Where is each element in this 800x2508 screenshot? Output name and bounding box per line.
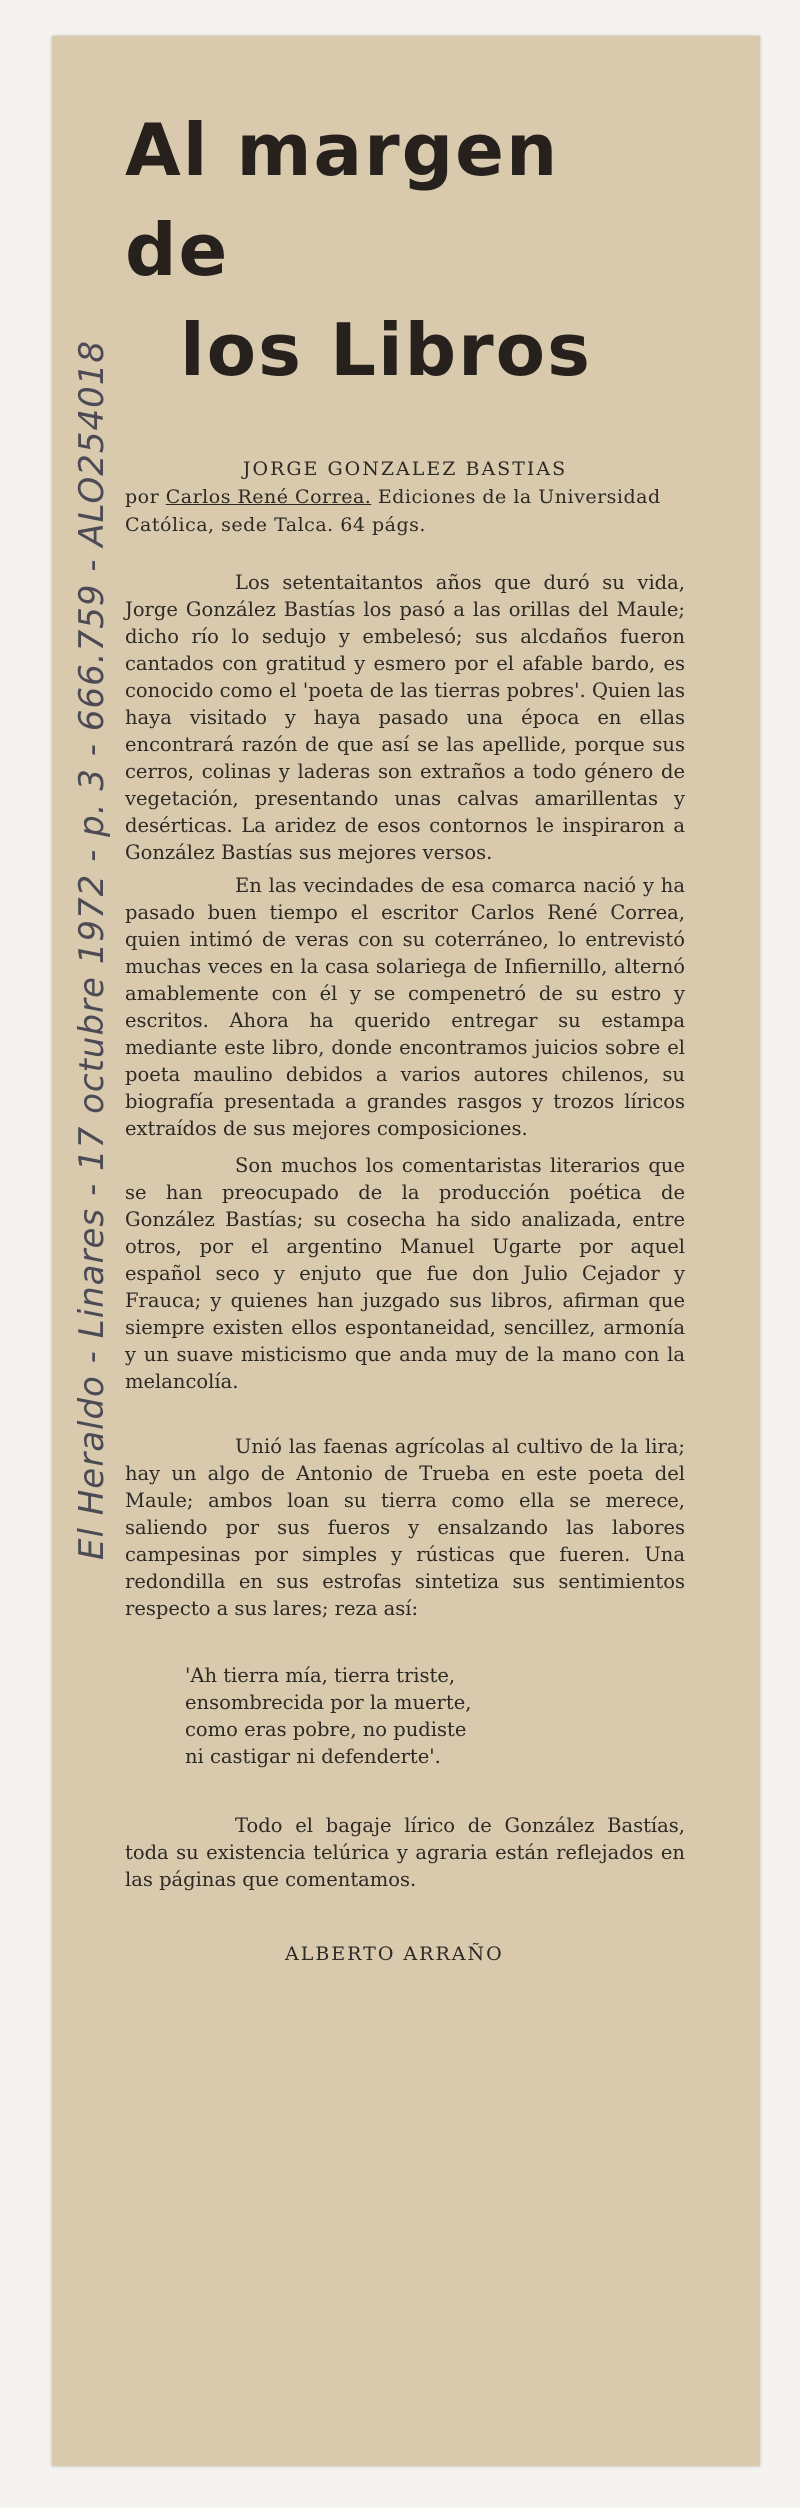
by-prefix: por: [125, 486, 160, 508]
article: [125, 100, 685, 1965]
verse: [185, 1662, 685, 1770]
verse-line: ensombrecida por la muerte,: [185, 1691, 472, 1714]
book-publisher: Ediciones de la Universidad Católica, sede Talca. 64 págs.: [125, 486, 661, 536]
article-body: [125, 569, 685, 1893]
paragraph-3: Son muchos los comentaristas literarios que se han preocupado de la producción poética de González Bastías; su cosecha ha sido analizada, entre otros, por el argentino Manuel Ugarte por aquel español seco y enjuto que fue don Julio Cejador y Frauca; y quienes han juzgado sus libros, afirman que siempre existen ellos espontaneidad, sencillez, armonía y un suave misticismo que anda muy de la mano con la melancolía.: [125, 1154, 685, 1393]
verse-line: ni castigar ni defenderte'.: [185, 1745, 441, 1768]
headline-line-1: Al margen de: [125, 108, 560, 292]
handwritten-margin-note: El Heraldo - Linares - 17 octubre 1972 - p. 3 - 666.759 - ALO254018: [72, 339, 112, 1560]
paragraph-1: Los setentaitantos años que duró su vida, Jorge González Bastías los pasó a las orillas del Maule; dicho río lo sedujo y embelesó; sus alcdaños fueron cantados con gratitud y esmero por el afable bardo, es conocido como el 'poeta de las tierras pobres'. Quien las haya visitado y haya pasado una época en ellas encontrará razón de que así se las apellide, porque sus cerros, colinas y laderas son extraños a todo género de vegetación, presentando unas calvas amarillentas y desérticas. La aridez de esos contornos le inspiraron a González Bastías sus mejores versos.: [125, 571, 685, 864]
paragraph-4: Unió las faenas agrícolas al cultivo de la lira; hay un algo de Antonio de Trueba en este poeta del Maule; ambos loan su tierra como ella se merece, saliendo por sus fueros y ensalzando las labores campesinas por simples y rústicas que fueren. Una redondilla en sus estrofas sintetiza sus sentimientos respecto a sus lares; reza así:: [125, 1435, 685, 1620]
book-author: Carlos René Correa.: [165, 486, 372, 508]
headline-line-2: los Libros: [180, 308, 592, 392]
paragraph-2: En las vecindades de esa comarca nació y ha pasado buen tiempo el escritor Carlos René Correa, quien intimó de veras con su coterráneo, lo entrevistó muchas veces en la casa solariega de Infiernillo, alternó amablemente con él y se compenetró de su estro y escritos. Ahora ha querido entregar su estampa mediante este libro, donde encontramos juicios sobre el poeta maulino debidos a varios autores chilenos, su biografía presentada a grandes rasgos y trozos líricos extraídos de sus mejores composiciones.: [125, 874, 685, 1140]
book-title: JORGE GONZALEZ BASTIAS: [242, 458, 568, 480]
headline: [125, 100, 685, 400]
verse-line: 'Ah tierra mía, tierra triste,: [185, 1664, 456, 1687]
book-info: [125, 455, 685, 539]
paragraph-5: Todo el bagaje lírico de González Bastías, toda su existencia telúrica y agraria están reflejados en las páginas que comentamos.: [125, 1814, 685, 1891]
verse-line: como eras pobre, no pudiste: [185, 1718, 467, 1741]
signature: ALBERTO ARRAÑO: [285, 1943, 504, 1965]
